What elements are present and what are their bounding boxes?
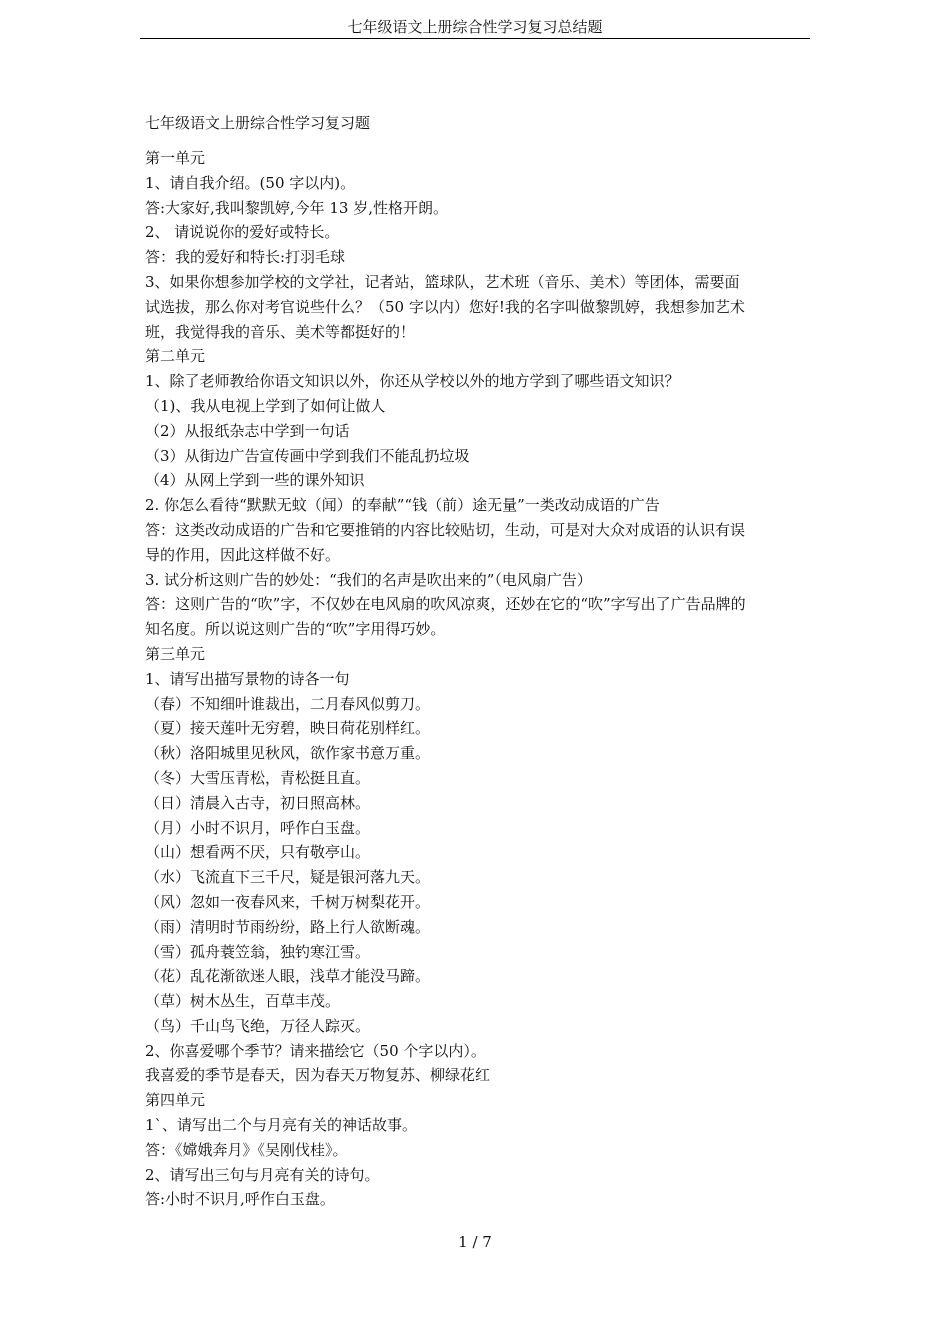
- body-line: 第四单元: [145, 1091, 206, 1110]
- body-line: 答:小时不识月,呼作白玉盘。: [145, 1190, 335, 1209]
- body-line: 答:大家好,我叫黎凯婷,今年 13 岁,性格开朗。: [145, 198, 448, 217]
- body-line: （雨）清明时节雨纷纷，路上行人欲断魂。: [145, 917, 431, 936]
- body-line: 1`、请写出二个与月亮有关的神话故事。: [145, 1116, 418, 1135]
- body-line: （夏）接天莲叶无穷碧，映日荷花别样红。: [145, 719, 431, 738]
- body-line: 试选拔，那么你对考官说些什么？（50 字以内）您好!我的名字叫做黎凯婷，我想参加艺术: [145, 297, 745, 316]
- body-line: （草）树木丛生，百草丰茂。: [145, 992, 341, 1011]
- header-rule: [140, 38, 810, 39]
- body-line: 答：我的爱好和特长:打羽毛球: [145, 248, 346, 267]
- body-line: （冬）大雪压青松，青松挺且直。: [145, 768, 371, 787]
- body-line: 3. 试分析这则广告的妙处：“我们的名声是吹出来的”（电风扇广告）: [145, 570, 592, 589]
- body-line: 2、你喜爱哪个季节？请来描绘它（50 个字以内）。: [145, 1041, 486, 1060]
- body-line: （山）想看两不厌，只有敬亭山。: [145, 843, 371, 862]
- body-line: 2. 你怎么看待“默默无蚊（闻）的奉献”“钱（前）途无量”一类改动成语的广告: [145, 496, 660, 515]
- document-title: 七年级语文上册综合性学习复习题: [145, 114, 371, 132]
- body-line: 班，我觉得我的音乐、美术等都挺好的！: [145, 322, 416, 341]
- body-line: 第一单元: [145, 149, 206, 167]
- body-line: （日）清晨入古寺，初日照高林。: [145, 793, 371, 812]
- body-line: 第二单元: [145, 347, 206, 366]
- body-line: （水）飞流直下三千尺，疑是银河落九天。: [145, 868, 431, 887]
- body-line: 答：这则广告的“吹”字，不仅妙在电风扇的吹风凉爽，还妙在它的“吹”字写出了广告品牌的: [145, 595, 746, 614]
- body-line: 2、 请说说你的爱好或特长。: [145, 223, 340, 242]
- body-line: 1、除了老师教给你语文知识以外，你还从学校以外的地方学到了哪些语文知识？: [145, 372, 680, 391]
- body-line: 导的作用，因此这样做不好。: [145, 545, 341, 564]
- body-line: 我喜爱的季节是春天，因为春天万物复苏、柳绿花红: [145, 1066, 491, 1085]
- running-header: 七年级语文上册综合性学习复习总结题: [347, 18, 603, 36]
- body-line: （风）忽如一夜春风来，千树万树梨花开。: [145, 892, 431, 911]
- body-line: （鸟）千山鸟飞绝，万径人踪灭。: [145, 1016, 371, 1035]
- body-line: （春）不知细叶谁裁出，二月春风似剪刀。: [145, 694, 431, 713]
- document-body: [145, 146, 810, 1212]
- body-line: （秋）洛阳城里见秋风，欲作家书意万重。: [145, 744, 431, 763]
- body-line: 答：这类改动成语的广告和它要推销的内容比较贴切，生动，可是对大众对成语的认识有误: [145, 520, 746, 539]
- body-line: 第三单元: [145, 644, 206, 663]
- body-line: （花）乱花渐欲迷人眼，浅草才能没马蹄。: [145, 967, 431, 986]
- body-line: （3）从街边广告宣传画中学到我们不能乱扔垃圾: [145, 446, 470, 465]
- body-line: 1、请写出描写景物的诗各一句: [145, 669, 350, 688]
- body-line: 答：《嫦娥奔月》《吴刚伐桂》。: [145, 1140, 348, 1159]
- body-line: （1)、我从电视上学到了如何让做人: [145, 396, 386, 415]
- page-number: 1 / 7: [458, 1233, 492, 1251]
- body-line: 3、如果你想参加学校的文学社，记者站，篮球队，艺术班（音乐、美术）等团体，需要面: [145, 272, 740, 291]
- body-line: （月）小时不识月，呼作白玉盘。: [145, 818, 371, 837]
- body-line: 知名度。所以说这则广告的“吹”字用得巧妙。: [145, 620, 446, 639]
- body-line: （2）从报纸杂志中学到一句话: [145, 421, 350, 440]
- body-line: （4）从网上学到一些的课外知识: [145, 471, 365, 490]
- body-line: 2、请写出三句与月亮有关的诗句。: [145, 1165, 380, 1184]
- body-line: （雪）孤舟蓑笠翁，独钓寒江雪。: [145, 942, 371, 961]
- body-line: 1、请自我介绍。(50 字以内)。: [145, 173, 356, 192]
